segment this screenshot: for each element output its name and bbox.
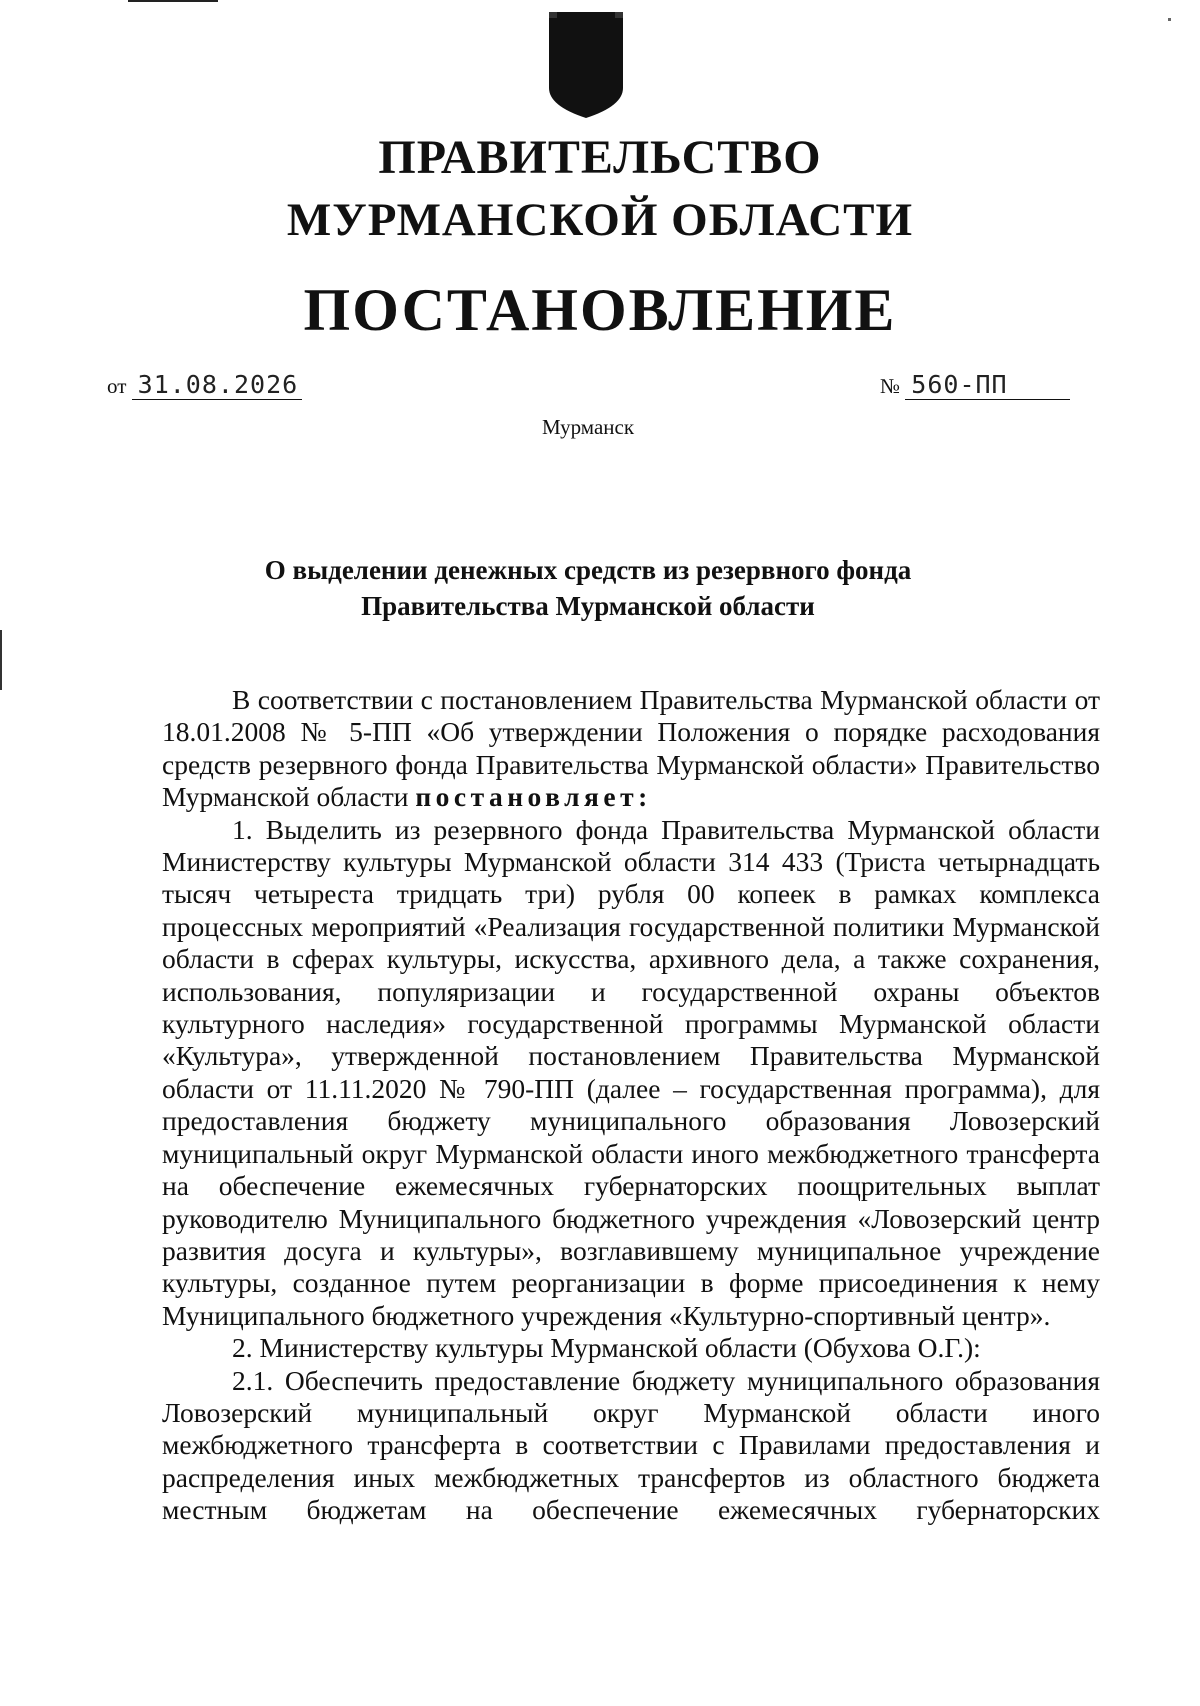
- document-title: [0, 552, 1176, 624]
- item-2-1-paragraph: 2.1. Обеспечить предоставление бюджету муниципального образования Ловозерский муниципальный округ Мурманской области иного межбюджетного трансферта в соответствии с Правилами предоставления и распределения иных межбюджетных трансфертов из областного бюджета местным бюджетам на обеспечение ежемесячных губернаторских: [162, 1364, 1100, 1526]
- document-type-heading: ПОСТАНОВЛЕНИЕ: [303, 277, 897, 343]
- scan-artifact: [128, 0, 218, 2]
- region-heading: МУРМАНСКОЙ ОБЛАСТИ: [286, 194, 914, 246]
- date-block: [107, 370, 302, 400]
- item-1-paragraph: 1. Выделить из резервного фонда Правительства Мурманской области Министерству культуры Мурманской области 314 433 (Триста четырнадцать тысяч четыреста тридцать три) рубля 00 копеек в рамках комплекса процессных мероприятий «Реализация государственной политики Мурманской области в сферах культуры, искусства, архивного дела, а также сохранения, использования, популяризации и государственной охраны объектов культурного наследия» государственной программы Мурманской области «Культура», утвержденной постановлением Правительства Мурманской области от 11.11.2020 № 790-ПП (далее – государственная программа), для предоставления бюджету муниципального образования Ловозерский муниципальный округ Мурманской области иного межбюджетного трансферта на обеспечение ежемесячных губернаторских поощрительных выплат руководителю Муниципального бюджетного учреждения «Ловозерский центр развития досуга и культуры», возглавившему муниципальное учреждение культуры, созданное путем реорганизации в форме присоединения к нему Муниципального бюджетного учреждения «Культурно-спортивный центр».: [162, 813, 1100, 1331]
- document-number: 560-ПП: [905, 370, 1070, 400]
- number-block: [880, 370, 1070, 400]
- coat-of-arms-icon: [547, 10, 625, 120]
- government-heading: ПРАВИТЕЛЬСТВО: [378, 131, 822, 184]
- date-value: 31.08.2026: [132, 370, 302, 400]
- preamble-text: В соответствии с постановлением Правительства Мурманской области от 18.01.2008 № 5-ПП «Об утверждении Положения о порядке расходования средств резервного фонда Правительства Мурманской области» Правительство Мурманской области: [162, 684, 1100, 813]
- document-body: [162, 684, 1100, 1527]
- title-line-1: О выделении денежных средств из резервного фонда: [264, 555, 912, 585]
- preamble-paragraph: [162, 684, 1100, 814]
- title-line-2: Правительства Мурманской области: [361, 591, 815, 621]
- number-label: №: [880, 374, 901, 398]
- item-2-paragraph: 2. Министерству культуры Мурманской области (Обухова О.Г.):: [232, 1332, 981, 1364]
- scan-artifact: [1168, 18, 1171, 21]
- resolves-word: постановляет:: [415, 781, 652, 813]
- city-name: Мурманск: [541, 415, 635, 439]
- scan-artifact: [0, 630, 2, 690]
- date-label: от: [107, 374, 127, 398]
